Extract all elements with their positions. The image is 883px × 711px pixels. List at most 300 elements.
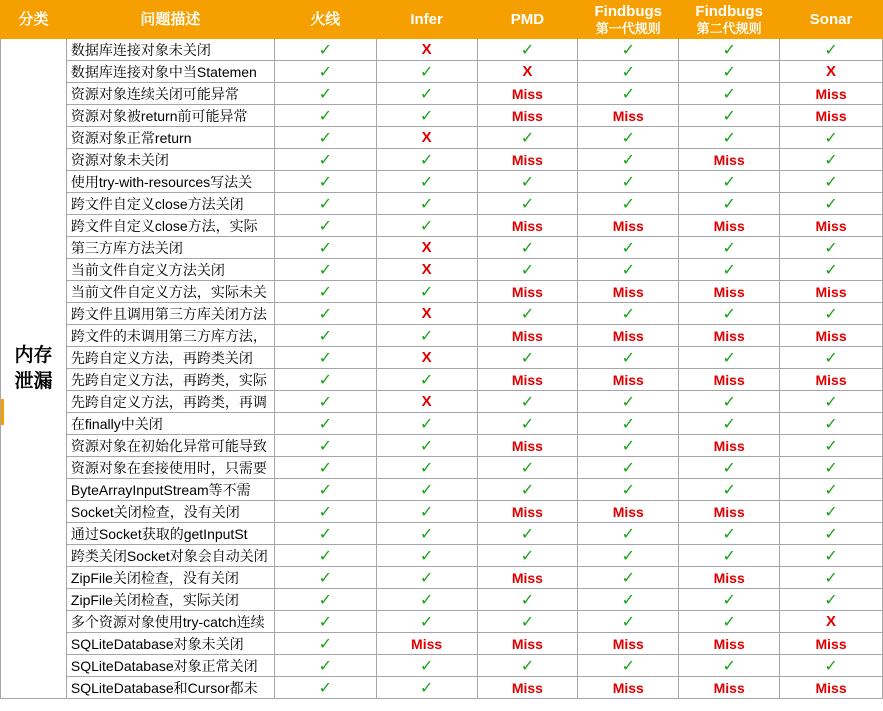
miss-label: Miss: [511, 217, 543, 234]
table-row: [1, 39, 883, 61]
table-row: [1, 215, 883, 237]
check-icon: ✓: [318, 436, 332, 455]
issue-description: 资源对象被return前可能异常: [66, 105, 274, 127]
result-cell-findbugs-gen2: [679, 325, 780, 347]
result-cell-huoxian: [274, 281, 376, 303]
result-cell-pmd: [477, 193, 578, 215]
result-cell-pmd: [477, 611, 578, 633]
check-icon: ✓: [419, 370, 434, 389]
result-cell-findbugs-gen1: [578, 127, 679, 149]
table-row: [1, 677, 883, 699]
result-cell-huoxian: [274, 149, 376, 171]
table-row: [1, 633, 883, 655]
header-tool-name: Findbugs: [594, 2, 663, 20]
result-cell-huoxian: [274, 347, 376, 369]
result-cell-huoxian: [274, 193, 376, 215]
check-icon: ✓: [318, 84, 332, 103]
issue-description: 先跨自定义方法，再跨类关闭: [66, 347, 274, 369]
check-icon: ✓: [318, 260, 332, 279]
result-cell-huoxian: [274, 259, 376, 281]
issue-description: 跨类关闭Socket对象会自动关闭: [66, 545, 274, 567]
check-icon: ✓: [722, 106, 736, 125]
result-cell-huoxian: [274, 171, 376, 193]
issue-description: 先跨自定义方法，再跨类，再调: [66, 391, 274, 413]
check-icon: ✓: [318, 480, 332, 499]
result-cell-sonar: [780, 259, 883, 281]
result-cell-findbugs-gen1: [578, 413, 679, 435]
miss-label: Miss: [713, 217, 745, 234]
miss-label: Miss: [511, 635, 543, 652]
check-icon: ✓: [419, 568, 434, 587]
miss-label: Miss: [612, 217, 644, 234]
table-row: [1, 347, 883, 369]
check-icon: ✓: [318, 634, 332, 653]
check-icon: ✓: [520, 392, 535, 411]
miss-label: Miss: [815, 85, 847, 102]
result-cell-sonar: [780, 215, 883, 237]
check-icon: ✓: [824, 194, 838, 213]
result-cell-sonar: [780, 171, 883, 193]
result-cell-infer: [376, 347, 477, 369]
result-cell-pmd: [477, 171, 578, 193]
check-icon: ✓: [318, 392, 332, 411]
check-icon: ✓: [722, 392, 736, 411]
check-icon: ✓: [318, 348, 332, 367]
result-cell-findbugs-gen1: [578, 479, 679, 501]
result-cell-findbugs-gen2: [679, 435, 780, 457]
check-icon: ✓: [722, 172, 736, 191]
result-cell-findbugs-gen1: [578, 193, 679, 215]
check-icon: ✓: [824, 304, 838, 323]
result-cell-infer: [376, 215, 477, 237]
result-cell-findbugs-gen1: [578, 523, 679, 545]
check-icon: ✓: [621, 568, 635, 587]
header-description: 问题描述: [66, 1, 274, 39]
check-icon: ✓: [621, 172, 635, 191]
result-cell-findbugs-gen2: [679, 523, 780, 545]
issue-description: 第三方库方法关闭: [66, 237, 274, 259]
miss-label: Miss: [713, 327, 745, 344]
result-cell-sonar: [780, 391, 883, 413]
cross-icon: X: [421, 261, 432, 278]
check-icon: ✓: [318, 414, 332, 433]
issue-description: Socket关闭检查，没有关闭: [66, 501, 274, 523]
result-cell-infer: [376, 589, 477, 611]
check-icon: ✓: [419, 678, 434, 697]
check-icon: ✓: [824, 238, 838, 257]
result-cell-pmd: [477, 39, 578, 61]
result-cell-huoxian: [274, 39, 376, 61]
miss-label: Miss: [815, 283, 847, 300]
miss-label: Miss: [612, 679, 644, 696]
result-cell-huoxian: [274, 61, 376, 83]
result-cell-findbugs-gen1: [578, 589, 679, 611]
result-cell-sonar: [780, 39, 883, 61]
check-icon: ✓: [318, 370, 332, 389]
result-cell-findbugs-gen1: [578, 347, 679, 369]
check-icon: ✓: [722, 84, 736, 103]
miss-label: Miss: [612, 635, 644, 652]
result-cell-pmd: [477, 347, 578, 369]
check-icon: ✓: [722, 194, 736, 213]
result-cell-pmd: [477, 325, 578, 347]
result-cell-sonar: [780, 523, 883, 545]
result-cell-pmd: [477, 457, 578, 479]
miss-label: Miss: [713, 503, 745, 520]
table-body: [1, 39, 883, 699]
result-cell-pmd: [477, 567, 578, 589]
header-tool-huoxian: [274, 1, 376, 39]
check-icon: ✓: [824, 436, 838, 455]
result-cell-huoxian: [274, 457, 376, 479]
check-icon: ✓: [722, 414, 736, 433]
check-icon: ✓: [419, 84, 434, 103]
check-icon: ✓: [824, 524, 838, 543]
issue-description: 当前文件自定义方法关闭: [66, 259, 274, 281]
result-cell-sonar: [780, 479, 883, 501]
table-row: [1, 611, 883, 633]
check-icon: ✓: [318, 590, 332, 609]
check-icon: ✓: [722, 590, 736, 609]
miss-label: Miss: [411, 635, 443, 652]
result-cell-huoxian: [274, 325, 376, 347]
check-icon: ✓: [722, 348, 736, 367]
result-cell-findbugs-gen1: [578, 83, 679, 105]
check-icon: ✓: [520, 414, 535, 433]
result-cell-findbugs-gen2: [679, 281, 780, 303]
result-cell-sonar: [780, 633, 883, 655]
result-cell-infer: [376, 127, 477, 149]
check-icon: ✓: [621, 304, 635, 323]
check-icon: ✓: [419, 590, 434, 609]
table-row: [1, 413, 883, 435]
result-cell-infer: [376, 435, 477, 457]
result-cell-infer: [376, 171, 477, 193]
check-icon: ✓: [419, 546, 434, 565]
check-icon: ✓: [419, 216, 434, 235]
miss-label: Miss: [713, 151, 745, 168]
result-cell-findbugs-gen1: [578, 545, 679, 567]
result-cell-findbugs-gen2: [679, 193, 780, 215]
issue-description: 资源对象正常return: [66, 127, 274, 149]
category-marker: [1, 399, 4, 425]
result-cell-findbugs-gen1: [578, 303, 679, 325]
check-icon: ✓: [824, 568, 838, 587]
check-icon: ✓: [722, 524, 736, 543]
result-cell-sonar: [780, 149, 883, 171]
result-cell-findbugs-gen2: [679, 589, 780, 611]
header-tool-findbugs-gen1: [578, 1, 679, 39]
result-cell-infer: [376, 83, 477, 105]
header-tool-name: Sonar: [809, 11, 853, 28]
check-icon: ✓: [419, 106, 434, 125]
result-cell-infer: [376, 523, 477, 545]
check-icon: ✓: [722, 458, 736, 477]
result-cell-huoxian: [274, 413, 376, 435]
header-tool-subtitle: 第一代规则: [595, 20, 661, 36]
result-cell-findbugs-gen1: [578, 237, 679, 259]
check-icon: ✓: [318, 656, 332, 675]
result-cell-pmd: [477, 523, 578, 545]
result-cell-findbugs-gen2: [679, 677, 780, 699]
miss-label: Miss: [511, 151, 543, 168]
result-cell-sonar: [780, 567, 883, 589]
result-cell-huoxian: [274, 83, 376, 105]
result-cell-findbugs-gen2: [679, 457, 780, 479]
issue-description: 在finally中关闭: [66, 413, 274, 435]
result-cell-infer: [376, 303, 477, 325]
result-cell-findbugs-gen2: [679, 347, 780, 369]
check-icon: ✓: [419, 62, 434, 81]
table-row: [1, 523, 883, 545]
result-cell-pmd: [477, 369, 578, 391]
table-row: [1, 545, 883, 567]
check-icon: ✓: [621, 40, 635, 59]
result-cell-infer: [376, 567, 477, 589]
check-icon: ✓: [520, 128, 535, 147]
table-row: [1, 567, 883, 589]
result-cell-huoxian: [274, 545, 376, 567]
result-cell-findbugs-gen2: [679, 237, 780, 259]
result-cell-infer: [376, 413, 477, 435]
check-icon: ✓: [621, 458, 635, 477]
category-cell: [1, 39, 67, 699]
issue-description: 跨文件自定义close方法，实际: [66, 215, 274, 237]
result-cell-findbugs-gen1: [578, 677, 679, 699]
result-cell-findbugs-gen1: [578, 281, 679, 303]
result-cell-findbugs-gen2: [679, 545, 780, 567]
header-category: 分类: [1, 1, 67, 39]
table-row: [1, 193, 883, 215]
result-cell-sonar: [780, 281, 883, 303]
result-cell-pmd: [477, 391, 578, 413]
check-icon: ✓: [318, 546, 332, 565]
result-cell-infer: [376, 611, 477, 633]
result-cell-sonar: [780, 193, 883, 215]
result-cell-huoxian: [274, 127, 376, 149]
result-cell-sonar: [780, 457, 883, 479]
result-cell-huoxian: [274, 501, 376, 523]
issue-description: ZipFile关闭检查，实际关闭: [66, 589, 274, 611]
check-icon: ✓: [318, 106, 332, 125]
check-icon: ✓: [621, 392, 635, 411]
check-icon: ✓: [824, 172, 838, 191]
result-cell-pmd: [477, 105, 578, 127]
cross-icon: X: [421, 305, 432, 322]
issue-description: 跨文件的未调用第三方库方法，: [66, 325, 274, 347]
miss-label: Miss: [511, 371, 543, 388]
result-cell-huoxian: [274, 611, 376, 633]
header-tool-findbugs-gen2: [679, 1, 780, 39]
check-icon: ✓: [722, 480, 736, 499]
result-cell-findbugs-gen2: [679, 61, 780, 83]
result-cell-infer: [376, 325, 477, 347]
result-cell-findbugs-gen2: [679, 149, 780, 171]
result-cell-huoxian: [274, 633, 376, 655]
issue-description: 资源对象连续关闭可能异常: [66, 83, 274, 105]
miss-label: Miss: [612, 283, 644, 300]
issue-description: 先跨自定义方法，再跨类，实际: [66, 369, 274, 391]
miss-label: Miss: [511, 327, 543, 344]
issue-description: SQLiteDatabase和Cursor都未: [66, 677, 274, 699]
check-icon: ✓: [318, 150, 332, 169]
result-cell-huoxian: [274, 369, 376, 391]
category-label-line: 内存: [14, 344, 53, 366]
header-tool-name: PMD: [510, 11, 545, 28]
result-cell-infer: [376, 677, 477, 699]
table-row: [1, 105, 883, 127]
result-cell-findbugs-gen1: [578, 435, 679, 457]
check-icon: ✓: [419, 480, 434, 499]
check-icon: ✓: [520, 612, 535, 631]
check-icon: ✓: [419, 656, 434, 675]
check-icon: ✓: [621, 436, 635, 455]
result-cell-findbugs-gen2: [679, 303, 780, 325]
result-cell-pmd: [477, 545, 578, 567]
result-cell-findbugs-gen1: [578, 171, 679, 193]
result-cell-pmd: [477, 303, 578, 325]
check-icon: ✓: [621, 590, 635, 609]
result-cell-infer: [376, 39, 477, 61]
table-row: [1, 259, 883, 281]
issue-description: 多个资源对象使用try-catch连续: [66, 611, 274, 633]
result-cell-pmd: [477, 501, 578, 523]
issue-description: ByteArrayInputStream等不需: [66, 479, 274, 501]
result-cell-findbugs-gen2: [679, 655, 780, 677]
miss-label: Miss: [511, 503, 543, 520]
check-icon: ✓: [318, 62, 332, 81]
check-icon: ✓: [824, 590, 838, 609]
result-cell-sonar: [780, 303, 883, 325]
check-icon: ✓: [318, 502, 332, 521]
issue-description: 数据库连接对象中当Statemen: [66, 61, 274, 83]
miss-label: Miss: [612, 327, 644, 344]
result-cell-findbugs-gen2: [679, 171, 780, 193]
check-icon: ✓: [722, 62, 736, 81]
check-icon: ✓: [824, 502, 838, 521]
cross-icon: X: [421, 393, 432, 410]
check-icon: ✓: [318, 172, 332, 191]
result-cell-pmd: [477, 149, 578, 171]
issue-description: 当前文件自定义方法，实际未关: [66, 281, 274, 303]
cross-icon: X: [421, 349, 432, 366]
result-cell-infer: [376, 369, 477, 391]
check-icon: ✓: [318, 304, 332, 323]
result-cell-findbugs-gen1: [578, 501, 679, 523]
check-icon: ✓: [722, 656, 736, 675]
result-cell-findbugs-gen2: [679, 391, 780, 413]
result-cell-findbugs-gen2: [679, 127, 780, 149]
miss-label: Miss: [511, 437, 543, 454]
miss-label: Miss: [815, 217, 847, 234]
result-cell-findbugs-gen2: [679, 413, 780, 435]
miss-label: Miss: [511, 85, 543, 102]
issue-description: 资源对象在初始化异常可能导致: [66, 435, 274, 457]
miss-label: Miss: [713, 635, 745, 652]
check-icon: ✓: [621, 194, 635, 213]
check-icon: ✓: [824, 40, 838, 59]
result-cell-findbugs-gen2: [679, 259, 780, 281]
result-cell-huoxian: [274, 237, 376, 259]
table-row: [1, 61, 883, 83]
result-cell-huoxian: [274, 391, 376, 413]
result-cell-sonar: [780, 83, 883, 105]
miss-label: Miss: [815, 107, 847, 124]
result-cell-huoxian: [274, 655, 376, 677]
result-cell-findbugs-gen2: [679, 611, 780, 633]
issue-description: 跨文件且调用第三方库关闭方法: [66, 303, 274, 325]
result-cell-findbugs-gen2: [679, 39, 780, 61]
table-row: [1, 171, 883, 193]
check-icon: ✓: [318, 216, 332, 235]
check-icon: ✓: [520, 238, 535, 257]
issue-description: 跨文件自定义close方法关闭: [66, 193, 274, 215]
result-cell-sonar: [780, 237, 883, 259]
check-icon: ✓: [621, 480, 635, 499]
result-cell-huoxian: [274, 435, 376, 457]
result-cell-infer: [376, 457, 477, 479]
check-icon: ✓: [621, 524, 635, 543]
miss-label: Miss: [511, 107, 543, 124]
result-cell-infer: [376, 149, 477, 171]
result-cell-pmd: [477, 589, 578, 611]
result-cell-findbugs-gen1: [578, 325, 679, 347]
issue-description: 数据库连接对象未关闭: [66, 39, 274, 61]
result-cell-huoxian: [274, 215, 376, 237]
check-icon: ✓: [520, 260, 535, 279]
result-cell-pmd: [477, 479, 578, 501]
check-icon: ✓: [520, 172, 535, 191]
result-cell-infer: [376, 193, 477, 215]
check-icon: ✓: [318, 568, 332, 587]
header-tool-name: 火线: [310, 11, 341, 28]
check-icon: ✓: [722, 304, 736, 323]
miss-label: Miss: [713, 371, 745, 388]
result-cell-sonar: [780, 61, 883, 83]
result-cell-sonar: [780, 369, 883, 391]
result-cell-sonar: [780, 325, 883, 347]
check-icon: ✓: [722, 260, 736, 279]
miss-label: Miss: [815, 679, 847, 696]
miss-label: Miss: [511, 679, 543, 696]
result-cell-findbugs-gen2: [679, 215, 780, 237]
result-cell-sonar: [780, 105, 883, 127]
table-row: [1, 589, 883, 611]
check-icon: ✓: [318, 194, 332, 213]
result-cell-pmd: [477, 413, 578, 435]
issue-description: 资源对象未关闭: [66, 149, 274, 171]
header-row: [1, 1, 883, 39]
result-cell-huoxian: [274, 303, 376, 325]
result-cell-infer: [376, 545, 477, 567]
result-cell-findbugs-gen1: [578, 457, 679, 479]
check-icon: ✓: [824, 546, 838, 565]
result-cell-findbugs-gen2: [679, 567, 780, 589]
check-icon: ✓: [621, 414, 635, 433]
result-cell-findbugs-gen1: [578, 633, 679, 655]
check-icon: ✓: [419, 458, 434, 477]
table-row: [1, 303, 883, 325]
result-cell-sonar: [780, 677, 883, 699]
table-row: [1, 83, 883, 105]
result-cell-findbugs-gen1: [578, 105, 679, 127]
issue-description: 使用try-with-resources写法关: [66, 171, 274, 193]
check-icon: ✓: [824, 458, 838, 477]
cross-icon: X: [826, 63, 837, 80]
result-cell-findbugs-gen1: [578, 61, 679, 83]
check-icon: ✓: [318, 282, 332, 301]
check-icon: ✓: [824, 392, 838, 411]
